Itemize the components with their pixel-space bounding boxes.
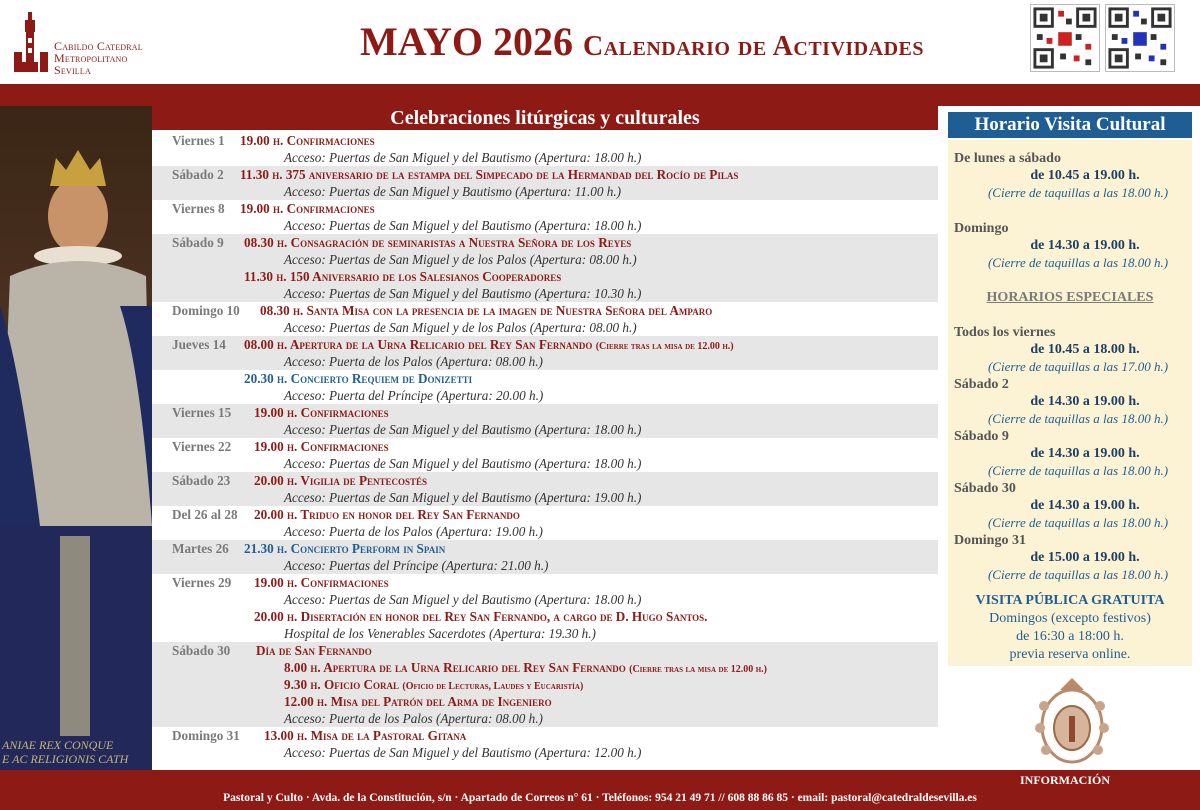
visit-val: de 14.30 a 19.00 h. bbox=[1030, 238, 1140, 253]
event-day: Sábado 9 bbox=[172, 235, 224, 250]
event-day: Sábado 23 bbox=[172, 473, 231, 488]
logo-text bbox=[54, 40, 143, 76]
visit-note: (Cierre de taquillas a las 18.00 h.) bbox=[987, 515, 1169, 530]
event-access: Acceso: Puertas de San Miguel y del Bautismo (Apertura: 19.00 h.) bbox=[284, 490, 642, 505]
event-note: (Oficio de Lecturas, Laudes y Eucaristía) bbox=[402, 681, 584, 692]
visit-val: de 10.45 a 18.00 h. bbox=[1030, 342, 1140, 357]
calendar-row bbox=[152, 727, 938, 761]
event-title-text: 12.00 h. Misa del Patrón del Arma de Ingeniero bbox=[284, 694, 552, 709]
event-note: (Cierre tras la misa de 12.00 h.) bbox=[595, 341, 734, 352]
event-title-text: 08.30 h. Consagración de seminaristas a Nuestra Señora de los Reyes bbox=[244, 235, 632, 250]
calendar-line bbox=[152, 319, 938, 336]
event-title bbox=[254, 608, 707, 625]
visit-lab: De lunes a sábado bbox=[954, 151, 1061, 166]
event-title bbox=[264, 727, 466, 744]
calendar-row bbox=[152, 540, 938, 574]
event-day: Domingo 31 bbox=[172, 728, 240, 743]
logo-line: Cabildo Catedral bbox=[54, 39, 143, 53]
event-title-text: 11.30 h. 150 Aniversario de los Salesianos Cooperadores bbox=[244, 269, 562, 284]
calendar-row bbox=[152, 370, 938, 404]
visit-lab: Domingo bbox=[954, 221, 1009, 236]
calendar-line bbox=[152, 336, 938, 353]
event-access: Acceso: Puertas de San Miguel y del Bautismo (Apertura: 18.00 h.) bbox=[284, 218, 642, 233]
event-title bbox=[284, 693, 552, 710]
event-title-text: 21.30 h. Concierto Perform in Spain bbox=[244, 541, 446, 556]
calendar-line bbox=[152, 370, 938, 387]
logo-line: Sevilla bbox=[54, 63, 91, 77]
title-subtitle: Calendario de Actividades bbox=[582, 31, 924, 62]
event-access: Acceso: Puertas de San Miguel y del Bautismo (Apertura: 18.00 h.) bbox=[284, 456, 642, 471]
calendar-line bbox=[152, 166, 938, 183]
calendar-line bbox=[152, 659, 938, 676]
calendar-line bbox=[152, 489, 938, 506]
calendar-row bbox=[152, 438, 938, 472]
calendar-line bbox=[152, 642, 938, 659]
visit-val: de 14.30 a 19.00 h. bbox=[1030, 394, 1140, 409]
event-title bbox=[254, 506, 520, 523]
calendar-line bbox=[152, 251, 938, 268]
event-title-text: Día de San Fernando bbox=[256, 643, 372, 658]
calendar-line bbox=[152, 217, 938, 234]
event-access: Acceso: Puertas del Príncipe (Apertura: 21.00 h.) bbox=[284, 558, 549, 573]
event-access: Acceso: Puertas de San Miguel y del Bautismo (Apertura: 18.00 h.) bbox=[284, 150, 642, 165]
logo-line: Metropolitano bbox=[54, 51, 128, 65]
event-day: Sábado 30 bbox=[172, 643, 231, 658]
calendar-line bbox=[152, 557, 938, 574]
calendar-line bbox=[152, 200, 938, 217]
calendar-line bbox=[152, 421, 938, 438]
event-access: Acceso: Puertas de San Miguel y del Bautismo (Apertura: 10.30 h.) bbox=[284, 286, 642, 301]
event-title-text: 20.30 h. Concierto Requiem de Donizetti bbox=[244, 371, 473, 386]
calendar-row bbox=[152, 302, 938, 336]
calendar-line bbox=[152, 438, 938, 455]
visit-spec: HORARIOS ESPECIALES bbox=[986, 290, 1154, 305]
event-title-text: 11.30 h. 375 aniversario de la estampa del Simpecado de la Hermandad del Rocío de Pilas bbox=[240, 167, 739, 182]
visit-note: (Cierre de taquillas a las 18.00 h.) bbox=[987, 255, 1169, 270]
visit-note: (Cierre de taquillas a las 17.00 h.) bbox=[987, 359, 1169, 374]
event-title bbox=[244, 268, 561, 285]
cathedral-crest-icon bbox=[1030, 676, 1114, 768]
event-title-text: 19.00 h. Confirmaciones bbox=[240, 201, 375, 216]
footer-info-label: INFORMACIÓN bbox=[1020, 773, 1110, 787]
visit-schedule-panel bbox=[948, 140, 1192, 666]
visit-lab: Todos los viernes bbox=[954, 325, 1056, 340]
visit-note: (Cierre de taquillas a las 18.00 h.) bbox=[987, 463, 1169, 478]
event-title-text: 08.00 h. Apertura de la Urna Relicario del Rey San Fernando bbox=[244, 337, 593, 352]
visit-lab: Domingo 31 bbox=[954, 533, 1026, 548]
portrait-figure-icon bbox=[0, 106, 152, 770]
visit-val: de 15.00 a 19.00 h. bbox=[1030, 550, 1140, 565]
event-title-text: 20.00 h. Triduo en honor del Rey San Fernando bbox=[254, 507, 520, 522]
event-day: Del 26 al 28 bbox=[172, 507, 238, 522]
event-title-text: 08.30 h. Santa Misa con la presencia de la imagen de Nuestra Señora del Amparo bbox=[260, 303, 713, 318]
visit-val: de 14.30 a 19.00 h. bbox=[1030, 498, 1140, 513]
visit-val: de 10.45 a 19.00 h. bbox=[1030, 168, 1140, 183]
visit-lab: Sábado 30 bbox=[954, 481, 1016, 496]
visit-note: (Cierre de taquillas a las 18.00 h.) bbox=[987, 411, 1169, 426]
event-day: Domingo 10 bbox=[172, 303, 240, 318]
portrait-caption bbox=[2, 738, 128, 766]
event-title-text: 9.30 h. Oficio Coral bbox=[284, 677, 400, 692]
calendar-line bbox=[152, 472, 938, 489]
caption-line: E AC RELIGIONIS CATH bbox=[2, 752, 129, 766]
visit-note: (Cierre de taquillas a las 18.00 h.) bbox=[987, 567, 1169, 582]
calendar-line bbox=[152, 149, 938, 166]
calendar-line bbox=[152, 523, 938, 540]
calendar-line bbox=[152, 574, 938, 591]
event-day: Martes 26 bbox=[172, 541, 229, 556]
calendar-row bbox=[152, 200, 938, 234]
visit-gratis2: previa reserva online. bbox=[1009, 647, 1131, 662]
calendar-row bbox=[152, 404, 938, 438]
calendar-line bbox=[152, 625, 938, 642]
visit-note: (Cierre de taquillas a las 18.00 h.) bbox=[987, 185, 1169, 200]
event-title bbox=[254, 574, 389, 591]
event-day: Viernes 8 bbox=[172, 201, 225, 216]
visit-heading: Horario Visita Cultural bbox=[948, 112, 1192, 138]
calendar-row bbox=[152, 574, 938, 642]
header-band bbox=[0, 84, 1200, 106]
king-portrait bbox=[0, 106, 152, 770]
event-access: Acceso: Puertas de San Miguel y del Bautismo (Apertura: 18.00 h.) bbox=[284, 592, 642, 607]
cathedral-logo bbox=[12, 10, 182, 76]
event-title-text: 19.00 h. Confirmaciones bbox=[254, 405, 389, 420]
event-title-text: 19.00 h. Confirmaciones bbox=[240, 133, 375, 148]
calendar-row bbox=[152, 506, 938, 540]
calendar-line bbox=[152, 676, 938, 693]
calendar-heading: Celebraciones litúrgicas y culturales bbox=[152, 106, 938, 130]
event-title bbox=[240, 200, 375, 217]
title-month: MAYO 2026 bbox=[360, 19, 573, 64]
visit-gratis: VISITA PÚBLICA GRATUITA bbox=[975, 593, 1165, 608]
calendar-line bbox=[152, 404, 938, 421]
event-access: Acceso: Puertas de San Miguel y del Bautismo (Apertura: 18.00 h.) bbox=[284, 422, 642, 437]
calendar-line bbox=[152, 268, 938, 285]
event-note: (Cierre tras la misa de 12.00 h.) bbox=[629, 664, 768, 675]
calendar-row bbox=[152, 166, 938, 200]
calendar-line bbox=[152, 591, 938, 608]
event-title bbox=[240, 166, 738, 183]
event-title bbox=[256, 642, 372, 659]
event-access: Acceso: Puertas de San Miguel y Bautismo (Apertura: 11.00 h.) bbox=[284, 184, 622, 199]
calendar-line bbox=[152, 608, 938, 625]
event-day: Viernes 29 bbox=[172, 575, 232, 590]
caption-line: ANIAE REX CONQUE bbox=[2, 738, 114, 752]
event-title bbox=[254, 404, 389, 421]
calendar-row bbox=[152, 132, 938, 166]
calendar-line bbox=[152, 540, 938, 557]
visit-lab: Sábado 9 bbox=[954, 429, 1009, 444]
visit-gratis2: de 16:30 a 18:00 h. bbox=[1016, 629, 1124, 644]
calendar-line bbox=[152, 693, 938, 710]
page-title bbox=[360, 18, 924, 65]
calendar-line bbox=[152, 727, 938, 744]
qr-code-icon[interactable] bbox=[1030, 4, 1100, 72]
calendar-row bbox=[152, 472, 938, 506]
calendar-line bbox=[152, 744, 938, 761]
event-day: Jueves 14 bbox=[172, 337, 226, 352]
event-title bbox=[244, 370, 472, 387]
event-day: Viernes 22 bbox=[172, 439, 232, 454]
calendar-line bbox=[152, 353, 938, 370]
event-access: Acceso: Puertas de San Miguel y del Bautismo (Apertura: 12.00 h.) bbox=[284, 745, 642, 760]
calendar-line bbox=[152, 183, 938, 200]
calendar-line bbox=[152, 234, 938, 251]
event-title-text: 20.00 h. Vigilia de Pentecostés bbox=[254, 473, 428, 488]
event-title bbox=[240, 132, 375, 149]
calendar-row bbox=[152, 234, 938, 302]
event-access: Acceso: Puertas de San Miguel y de los Palos (Apertura: 08.00 h.) bbox=[284, 252, 637, 267]
calendar-line bbox=[152, 455, 938, 472]
event-title bbox=[244, 234, 631, 251]
event-title-text: 8.00 h. Apertura de la Urna Relicario del Rey San Fernando bbox=[284, 660, 626, 675]
qr-code-icon[interactable] bbox=[1105, 4, 1175, 72]
event-title bbox=[244, 540, 445, 557]
calendar-line bbox=[152, 387, 938, 404]
footer bbox=[0, 770, 1200, 810]
calendar-row bbox=[152, 642, 938, 727]
event-title-text: 13.00 h. Misa de la Pastoral Gitana bbox=[264, 728, 467, 743]
event-title-text: 19.00 h. Confirmaciones bbox=[254, 575, 389, 590]
giralda-tower-icon bbox=[12, 10, 52, 74]
event-title bbox=[254, 438, 389, 455]
event-access: Acceso: Puerta de los Palos (Apertura: 19.00 h.) bbox=[284, 524, 543, 539]
event-access: Acceso: Puertas de San Miguel y de los Palos (Apertura: 08.00 h.) bbox=[284, 320, 637, 335]
event-day: Sábado 2 bbox=[172, 167, 224, 182]
calendar-row bbox=[152, 336, 938, 370]
visit-gratis2: Domingos (excepto festivos) bbox=[989, 611, 1151, 626]
calendar-line bbox=[152, 506, 938, 523]
header bbox=[0, 0, 1200, 84]
event-title bbox=[254, 472, 427, 489]
event-title bbox=[260, 302, 712, 319]
event-day: Viernes 15 bbox=[172, 405, 232, 420]
visit-lab: Sábado 2 bbox=[954, 377, 1009, 392]
event-access: Hospital de los Venerables Sacerdotes (Apertura: 19.30 h.) bbox=[284, 626, 596, 641]
event-title-text: 19.00 h. Confirmaciones bbox=[254, 439, 389, 454]
calendar-table bbox=[152, 132, 938, 761]
calendar-line bbox=[152, 710, 938, 727]
event-access: Acceso: Puerta de los Palos (Apertura: 08.00 h.) bbox=[284, 711, 543, 726]
calendar-line bbox=[152, 132, 938, 149]
event-day: Viernes 1 bbox=[172, 133, 225, 148]
visit-val: de 14.30 a 19.00 h. bbox=[1030, 446, 1140, 461]
footer-contact-line: Pastoral y Culto · Avda. de la Constitución, s/n · Apartado de Correos n° 61 · Teléfonos: 954 21 49 71 // 608 88 86 85 · email: pastoral@catedraldesevilla.es bbox=[223, 792, 977, 804]
event-title-text: 20.00 h. Disertación en honor del Rey San Fernando, a cargo de D. Hugo Santos. bbox=[254, 609, 708, 624]
event-access: Acceso: Puerta de los Palos (Apertura: 08.00 h.) bbox=[284, 354, 543, 369]
event-access: Acceso: Puerta del Príncipe (Apertura: 20.00 h.) bbox=[284, 388, 544, 403]
calendar-line bbox=[152, 285, 938, 302]
calendar-line bbox=[152, 302, 938, 319]
